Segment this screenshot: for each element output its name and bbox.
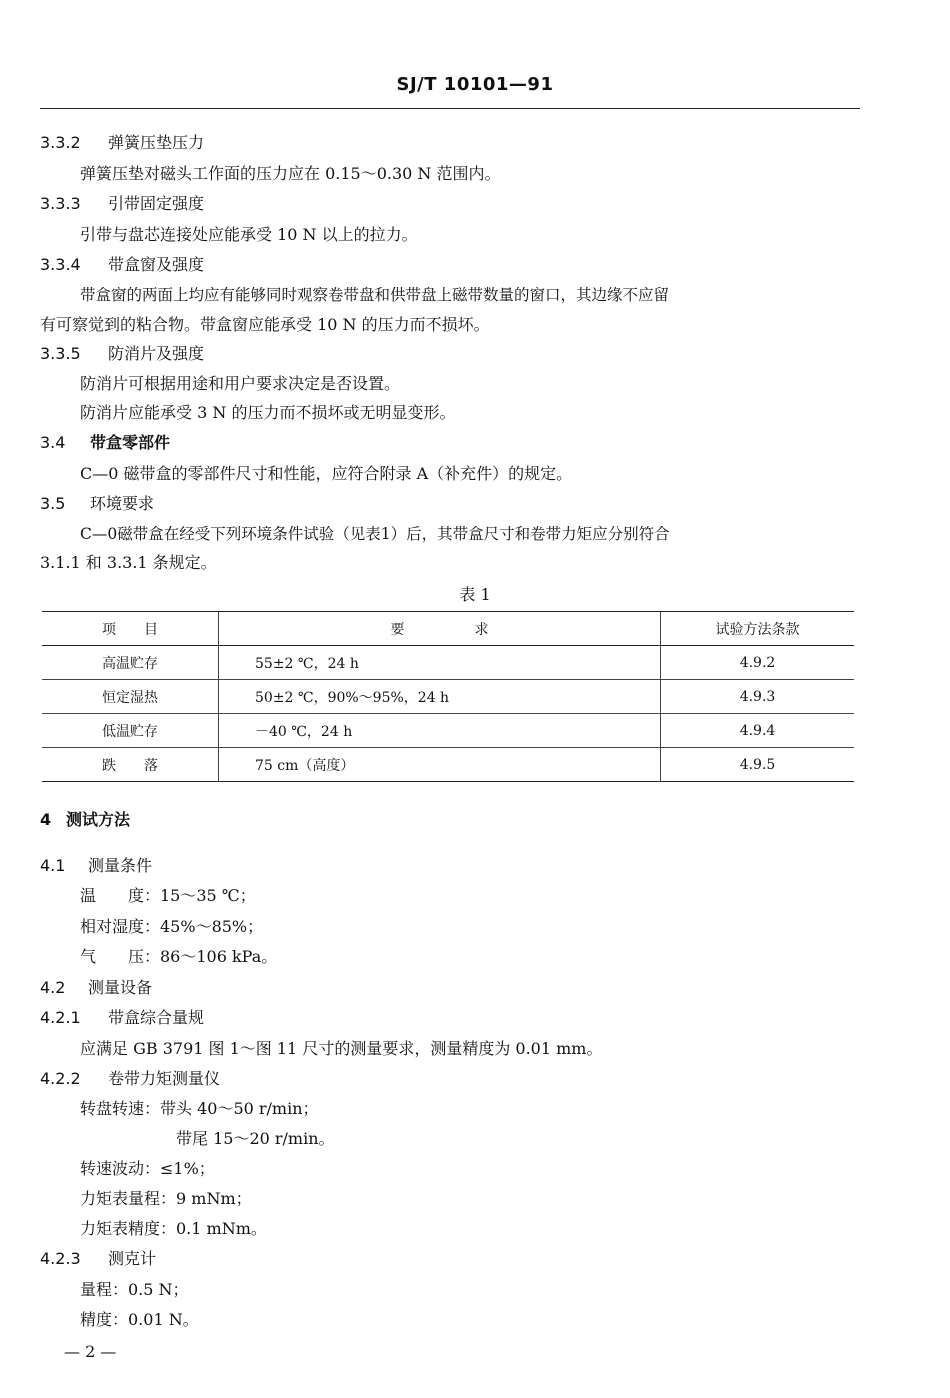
section-title: 测量设备 — [88, 978, 153, 997]
condition-pressure: 气 压：86～106 kPa。 — [80, 947, 278, 966]
table-cell: 75 cm（高度） — [219, 748, 661, 782]
paragraph: 有可察觉到的粘合物。带盒窗应能承受 10 N 的压力而不损坏。 — [40, 315, 490, 334]
paragraph: 引带与盘芯连接处应能承受 10 N 以上的拉力。 — [80, 225, 418, 244]
table-cell: 4.9.2 — [661, 646, 855, 680]
table-cell: 恒定湿热 — [42, 680, 219, 714]
spec-fluctuation: 转速波动：≤1%； — [80, 1159, 215, 1178]
spec-speed-tail: 带尾 15～20 r/min。 — [176, 1129, 335, 1148]
section-title: 环境要求 — [90, 494, 155, 513]
spec-speed-head: 转盘转速：带头 40～50 r/min； — [80, 1099, 319, 1118]
table-row — [42, 680, 854, 714]
section-number: 3.5 — [40, 494, 66, 513]
section-title: 防消片及强度 — [108, 344, 205, 363]
section-number: 3.3.4 — [40, 255, 81, 274]
section-number: 3.3.2 — [40, 133, 81, 152]
section-number: 4.1 — [40, 856, 66, 875]
column-header: 要 求 — [219, 612, 661, 646]
table-row — [42, 714, 854, 748]
table-row — [42, 646, 854, 680]
table-1 — [42, 611, 854, 782]
column-header: 项 目 — [42, 612, 219, 646]
section-number: 3.4 — [40, 433, 66, 452]
section-title: 带盒窗及强度 — [108, 255, 205, 274]
page-number: — 2 — — [64, 1342, 117, 1361]
section-title: 卷带力矩测量仪 — [108, 1069, 221, 1088]
section-title: 测试方法 — [66, 810, 131, 829]
table-cell: 跌 落 — [42, 748, 219, 782]
table-cell: －40 ℃，24 h — [219, 714, 661, 748]
table-caption: 表 1 — [459, 585, 491, 604]
section-number: 4.2 — [40, 978, 66, 997]
section-number: 3.3.3 — [40, 194, 81, 213]
spec-torque-precision: 力矩表精度：0.1 mNm。 — [80, 1219, 267, 1238]
spec-gauge-range: 量程：0.5 N； — [80, 1280, 189, 1299]
paragraph: 3.1.1 和 3.3.1 条规定。 — [40, 553, 217, 572]
table-cell: 4.9.3 — [661, 680, 855, 714]
spec-torque-range: 力矩表量程：9 mNm； — [80, 1189, 252, 1208]
spec-gauge-precision: 精度：0.01 N。 — [80, 1310, 199, 1329]
header-rule — [40, 108, 860, 109]
table-cell: 50±2 ℃，90%～95%，24 h — [219, 680, 661, 714]
document-code: SJ/T 10101—91 — [396, 74, 554, 95]
paragraph: 弹簧压垫对磁头工作面的压力应在 0.15～0.30 N 范围内。 — [80, 164, 501, 183]
condition-humidity: 相对湿度：45%～85%； — [80, 917, 264, 936]
section-title: 弹簧压垫压力 — [108, 133, 205, 152]
table-cell: 低温贮存 — [42, 714, 219, 748]
section-number: 4 — [40, 810, 52, 829]
table-header-row — [42, 612, 854, 646]
section-number: 3.3.5 — [40, 344, 81, 363]
condition-temperature: 温 度：15～35 ℃； — [80, 886, 256, 905]
paragraph: C—0 磁带盒的零部件尺寸和性能，应符合附录 A（补充件）的规定。 — [80, 464, 573, 483]
column-header: 试验方法条款 — [661, 612, 855, 646]
section-title: 带盒综合量规 — [108, 1008, 205, 1027]
paragraph: 带盒窗的两面上均应有能够同时观察卷带盘和供带盘上磁带数量的窗口，其边缘不应留 — [80, 286, 670, 304]
table-cell: 55±2 ℃，24 h — [219, 646, 661, 680]
table-row — [42, 748, 854, 782]
section-title: 测量条件 — [88, 856, 153, 875]
table-cell: 高温贮存 — [42, 646, 219, 680]
section-title: 带盒零部件 — [90, 433, 171, 452]
section-title: 引带固定强度 — [108, 194, 205, 213]
paragraph: 防消片可根据用途和用户要求决定是否设置。 — [80, 374, 401, 393]
paragraph: 防消片应能承受 3 N 的压力而不损坏或无明显变形。 — [80, 403, 456, 422]
table-cell: 4.9.4 — [661, 714, 855, 748]
paragraph: C—0磁带盒在经受下列环境条件试验（见表1）后，其带盒尺寸和卷带力矩应分别符合 — [80, 525, 670, 543]
section-number: 4.2.2 — [40, 1069, 81, 1088]
paragraph: 应满足 GB 3791 图 1～图 11 尺寸的测量要求，测量精度为 0.01 mm。 — [80, 1039, 603, 1058]
table-cell: 4.9.5 — [661, 748, 855, 782]
section-number: 4.2.3 — [40, 1249, 81, 1268]
section-title: 测克计 — [108, 1249, 157, 1268]
section-number: 4.2.1 — [40, 1008, 81, 1027]
